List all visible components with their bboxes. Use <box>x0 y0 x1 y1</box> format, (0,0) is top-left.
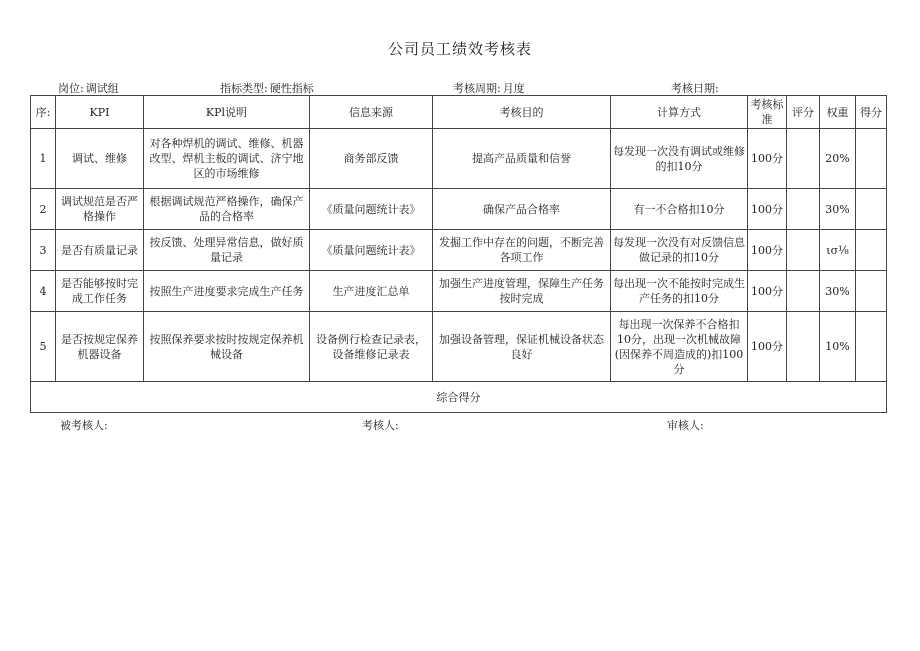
header-calc: 计算方式 <box>611 96 748 129</box>
cell-desc: 根据调试规范严格操作，确保产品的合格率 <box>144 189 310 230</box>
date-field <box>671 80 723 96</box>
cell-result <box>856 129 887 189</box>
table-row <box>31 230 887 271</box>
table-row <box>31 271 887 312</box>
cell-standard: 100分 <box>748 271 787 312</box>
cell-no: 2 <box>31 189 56 230</box>
kpi-table <box>30 95 887 413</box>
cell-kpi: 是否能够按时完成工作任务 <box>56 271 144 312</box>
cell-source: 《质量问题统计表》 <box>310 230 433 271</box>
header-source: 信息来源 <box>310 96 433 129</box>
date-label: 考核日期: <box>671 82 719 95</box>
period-value: 月度 <box>502 82 525 95</box>
cell-no: 4 <box>31 271 56 312</box>
header-score: 评分 <box>787 96 820 129</box>
total-row <box>31 382 887 413</box>
header-weight: 权重 <box>820 96 856 129</box>
indicator-type-field <box>220 80 316 96</box>
cell-desc: 对各种焊机的调试、维修、机器改型、焊机主板的调试、济宁地区的市场维修 <box>144 129 310 189</box>
cell-result <box>856 230 887 271</box>
cell-score <box>787 312 820 382</box>
cell-standard: 100分 <box>748 129 787 189</box>
cell-source: 商务部反馈 <box>310 129 433 189</box>
cell-no: 1 <box>31 129 56 189</box>
cell-standard: 100分 <box>748 230 787 271</box>
cell-score <box>787 271 820 312</box>
assessee-label: 被考核人: <box>60 419 108 432</box>
cell-purpose: 加强设备管理，保证机械设备状态良好 <box>433 312 611 382</box>
cell-no: 3 <box>31 230 56 271</box>
header-purpose: 考核目的 <box>433 96 611 129</box>
page-title: 公司员工绩效考核表 <box>387 40 532 58</box>
cell-purpose: 发掘工作中存在的问题，不断完善各项工作 <box>433 230 611 271</box>
cell-no: 5 <box>31 312 56 382</box>
cell-result <box>856 189 887 230</box>
cell-kpi: 是否按规定保养机器设备 <box>56 312 144 382</box>
cell-calc: 每出现一次不能按时完成生产任务的扣10分 <box>611 271 748 312</box>
cell-source: 设备例行检查记录表，设备维修记录表 <box>310 312 433 382</box>
cell-result <box>856 271 887 312</box>
cell-score <box>787 230 820 271</box>
reviewer-label: 审核人: <box>667 419 704 432</box>
period-field <box>453 80 527 96</box>
cell-weight: 20% <box>820 129 856 189</box>
cell-desc: 按反馈、处理异常信息，做好质量记录 <box>144 230 310 271</box>
cell-purpose: 加强生产进度管理，保障生产任务按时完成 <box>433 271 611 312</box>
cell-calc: 每出现一次保养不合格扣10分，出现一次机械故障(因保养不周造成的)扣100分 <box>611 312 748 382</box>
cell-source: 《质量问题统计表》 <box>310 189 433 230</box>
post-field <box>58 80 121 96</box>
cell-purpose: 确保产品合格率 <box>433 189 611 230</box>
cell-kpi: 调试规范是否严格操作 <box>56 189 144 230</box>
cell-score <box>787 189 820 230</box>
cell-source: 生产进度汇总单 <box>310 271 433 312</box>
header-desc: KPl说明 <box>144 96 310 129</box>
cell-weight: 10% <box>820 312 856 382</box>
cell-desc: 按照保养要求按时按规定保养机械设备 <box>144 312 310 382</box>
total-score-label: 综合得分 <box>31 382 887 413</box>
cell-weight: ισ⅛ <box>820 230 856 271</box>
cell-calc: 每发现一次没有对反馈信息做记录的扣10分 <box>611 230 748 271</box>
cell-result <box>856 312 887 382</box>
table-row <box>31 129 887 189</box>
cell-weight: 30% <box>820 189 856 230</box>
indicator-type-label: 指标类型: <box>220 82 268 95</box>
table-row <box>31 189 887 230</box>
header-no: 序: <box>31 96 56 129</box>
table-header-row <box>31 96 887 129</box>
header-kpi: KPI <box>56 96 144 129</box>
cell-kpi: 是否有质量记录 <box>56 230 144 271</box>
cell-score <box>787 129 820 189</box>
header-result: 得分 <box>856 96 887 129</box>
cell-standard: 100分 <box>748 312 787 382</box>
post-value: 调试组 <box>85 82 119 95</box>
period-label: 考核周期: <box>453 82 501 95</box>
cell-kpi: 调试、维修 <box>56 129 144 189</box>
post-label: 岗位: <box>58 82 84 95</box>
assessor-label: 考核人: <box>362 419 399 432</box>
cell-standard: 100分 <box>748 189 787 230</box>
table-row <box>31 312 887 382</box>
cell-calc: 每发现一次没有调试或维修的扣10分 <box>611 129 748 189</box>
cell-weight: 30% <box>820 271 856 312</box>
cell-purpose: 提高产品质量和信誉 <box>433 129 611 189</box>
cell-calc: 有一不合格扣10分 <box>611 189 748 230</box>
cell-desc: 按照生产进度要求完成生产任务 <box>144 271 310 312</box>
header-standard: 考核标准 <box>748 96 787 129</box>
indicator-type-value: 硬性指标 <box>269 82 314 95</box>
